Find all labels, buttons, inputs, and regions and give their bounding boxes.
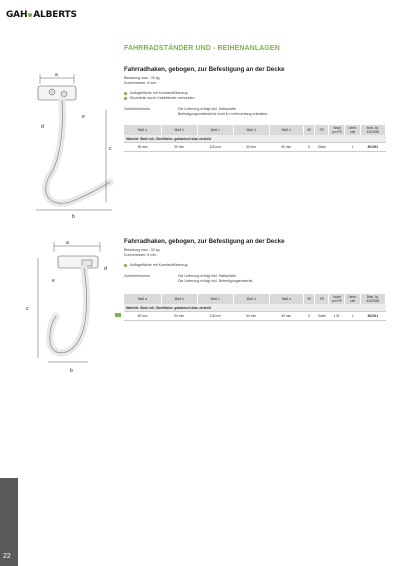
spec-table [124,125,386,152]
table-cell: 60 mm [233,143,269,152]
spec-table [124,294,386,321]
dim-a-1: a [55,72,58,78]
dim-e-1: e [82,114,85,120]
col-header: Maß c [197,294,233,304]
table-cell: 60 mm [233,312,269,321]
hook-drawing-1 [28,70,124,220]
section-title: FAHRRADSTÄNDER UND - REIHENANLAGEN [124,45,280,52]
dim-d-2: d [104,266,107,272]
col-header: Maß d [233,294,269,304]
accessory-line: Die Lieferung erfolgt inkl. Befestigungsmaterial [178,279,253,283]
table-cell: 50 mm [269,312,303,321]
col-header: Liefer- zeit [345,125,360,135]
table-cell: 50 mm [124,143,161,152]
dim-d-1: d [41,124,44,130]
col-header: Maß d [233,125,269,135]
col-header: PE [315,294,329,304]
brand-logo [6,10,77,20]
col-header: Maß a [124,294,161,304]
table-cell [124,312,161,321]
accessory-line: Die Lieferung erfolgt inkl. Halteplatte. [178,107,237,111]
dim-c-2: c [26,306,29,312]
accessory-line: Befestigungsmaterial ist nicht im Lieferumfang enthalten. [178,112,269,116]
product-meta-diameter: Durchmesser: 8 mm [124,253,157,257]
logo-left: GAH [6,10,28,20]
col-header: Maß b [161,294,197,304]
col-header: Maß e [269,125,303,135]
col-header: Inhalt pro PE [329,294,345,304]
accessory-note [124,107,386,117]
dim-c-1: c [109,146,112,152]
feature-bullet: Auflagefläche mit Kunststoffüberzug [124,91,386,96]
col-header: Maß c [197,125,233,135]
table-cell: 5 [304,312,315,321]
accessory-line: Die Lieferung erfolgt inkl. Halteplatte. [178,274,237,278]
accessory-label: Zubehörhinweis: [124,107,151,111]
product-meta-load: Belastung max.: 30 kg [124,76,160,80]
product-1 [124,66,386,152]
page-number: 22 [3,553,11,560]
dim-a-2: a [66,240,69,246]
dim-e-2: e [52,278,55,284]
table-cell: 115 mm [197,312,233,321]
product-2 [124,238,386,321]
table-cell: L [345,312,360,321]
article-number: 801991 [360,143,385,152]
col-header: Best.-Nr. 4004338 [360,294,385,304]
table-cell: Karte [315,312,329,321]
article-number: 802011 [360,312,385,321]
accessory-note [124,274,386,284]
product-meta-diameter: Durchmesser: 8 mm [124,81,157,85]
table-cell [329,143,345,152]
col-header: Maß e [269,294,303,304]
table-cell-value: 50 mm [137,314,148,318]
logo-right: ALBERTS [33,10,77,20]
accessory-label: Zubehörhinweis: [124,274,151,278]
table-cell: 50 mm [269,143,303,152]
col-header: Inhalt pro PE [329,125,345,135]
logo-dot [28,13,32,17]
feature-bullet: Auflagefläche mit Kunststoffüberzug [124,263,386,268]
material-row: Material: Stahl roh, Oberfläche: galvanisch blau verzinkt [124,304,386,312]
col-header: VE [303,125,314,135]
table-cell: 90 mm [161,143,197,152]
dim-b-2: b [70,368,73,374]
new-badge-icon [115,313,121,317]
page-tab [0,478,18,566]
table-cell: 1 St. [329,312,345,321]
product-title: Fahrradhaken, gebogen, zur Befestigung an der Decke [124,66,285,73]
product-meta-load: Belastung max.: 30 kg [124,248,160,252]
table-cell: L [345,143,360,152]
table-cell: 115 mm [197,143,233,152]
product-title: Fahrradhaken, gebogen, zur Befestigung an der Decke [124,238,285,245]
col-header: Maß a [124,125,161,135]
col-header: PE [315,125,329,135]
col-header: Best.-Nr. 4004338 [360,125,385,135]
table-cell: 5 [303,143,314,152]
hook-drawing-2 [22,238,124,378]
col-header: Maß b [161,125,197,135]
material-row: Material: Stahl roh, Oberfläche: galvanisch blau verzinkt [124,135,386,143]
dim-b-1: b [72,214,75,220]
table-cell: 90 mm [161,312,197,321]
feature-bullet: Einzelteile durch Kabelbinder verbunden [124,96,386,101]
col-header: Liefer- zeit [345,294,360,304]
col-header: VE [304,294,315,304]
table-cell: Stück [315,143,329,152]
